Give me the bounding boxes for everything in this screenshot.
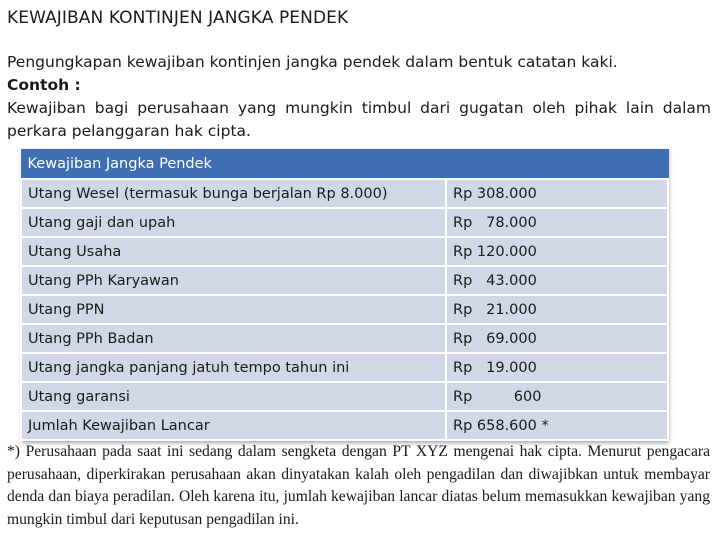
- row-amount: Rp 69.000: [446, 324, 668, 353]
- row-amount: Rp 600: [446, 382, 668, 411]
- table-header-row: [21, 150, 668, 180]
- example-label: Contoh :: [7, 76, 81, 94]
- row-label: Utang PPN: [21, 295, 446, 324]
- table-row: [21, 179, 668, 208]
- row-amount: Rp 308.000: [446, 179, 668, 208]
- row-label: Jumlah Kewajiban Lancar: [21, 411, 446, 440]
- row-amount: Rp 658.600 *: [446, 411, 668, 440]
- table-row: [21, 353, 668, 382]
- table-row: [21, 411, 668, 440]
- page-title: KEWAJIBAN KONTINJEN JANGKA PENDEK: [7, 8, 349, 28]
- example-text: Kewajiban bagi perusahaan yang mungkin timbul dari gugatan oleh pihak lain dalam perkara pelanggaran hak cipta.: [7, 99, 711, 140]
- row-amount: Rp 120.000: [446, 237, 668, 266]
- liabilities-table: [20, 149, 667, 441]
- table-row: [21, 266, 668, 295]
- row-label: Utang Wesel (termasuk bunga berjalan Rp 8.000): [21, 179, 446, 208]
- row-label: Utang PPh Badan: [21, 324, 446, 353]
- table-row: [21, 295, 668, 324]
- row-amount: Rp 43.000: [446, 266, 668, 295]
- table-row: [21, 382, 668, 411]
- row-label: Utang PPh Karyawan: [21, 266, 446, 295]
- row-amount: Rp 21.000: [446, 295, 668, 324]
- table-row: [21, 208, 668, 237]
- footnote: *) Perusahaan pada saat ini sedang dalam sengketa dengan PT XYZ mengenai hak cipta. Menurut pengacara perusahaan, diperkirakan perusahaan akan dinyatakan kalah oleh pengadilan dan diwajibkan untuk membayar denda dan biaya peradilan. Oleh karena itu, jumlah kewajiban lancar diatas belum memasukkan kewajiban yang mungkin timbul dari keputusan pengadilan ini.: [7, 443, 710, 528]
- row-label: Utang garansi: [21, 382, 446, 411]
- row-label: Utang gaji dan upah: [21, 208, 446, 237]
- row-label: Utang Usaha: [21, 237, 446, 266]
- table-row: [21, 324, 668, 353]
- row-amount: Rp 19.000: [446, 353, 668, 382]
- table-body: [21, 179, 668, 440]
- row-label: Utang jangka panjang jatuh tempo tahun ini: [21, 353, 446, 382]
- intro-text: [7, 51, 711, 143]
- table-row: [21, 237, 668, 266]
- intro-sentence: Pengungkapan kewajiban kontinjen jangka pendek dalam bentuk catatan kaki.: [7, 53, 618, 71]
- table-header: Kewajiban Jangka Pendek: [21, 150, 668, 180]
- row-amount: Rp 78.000: [446, 208, 668, 237]
